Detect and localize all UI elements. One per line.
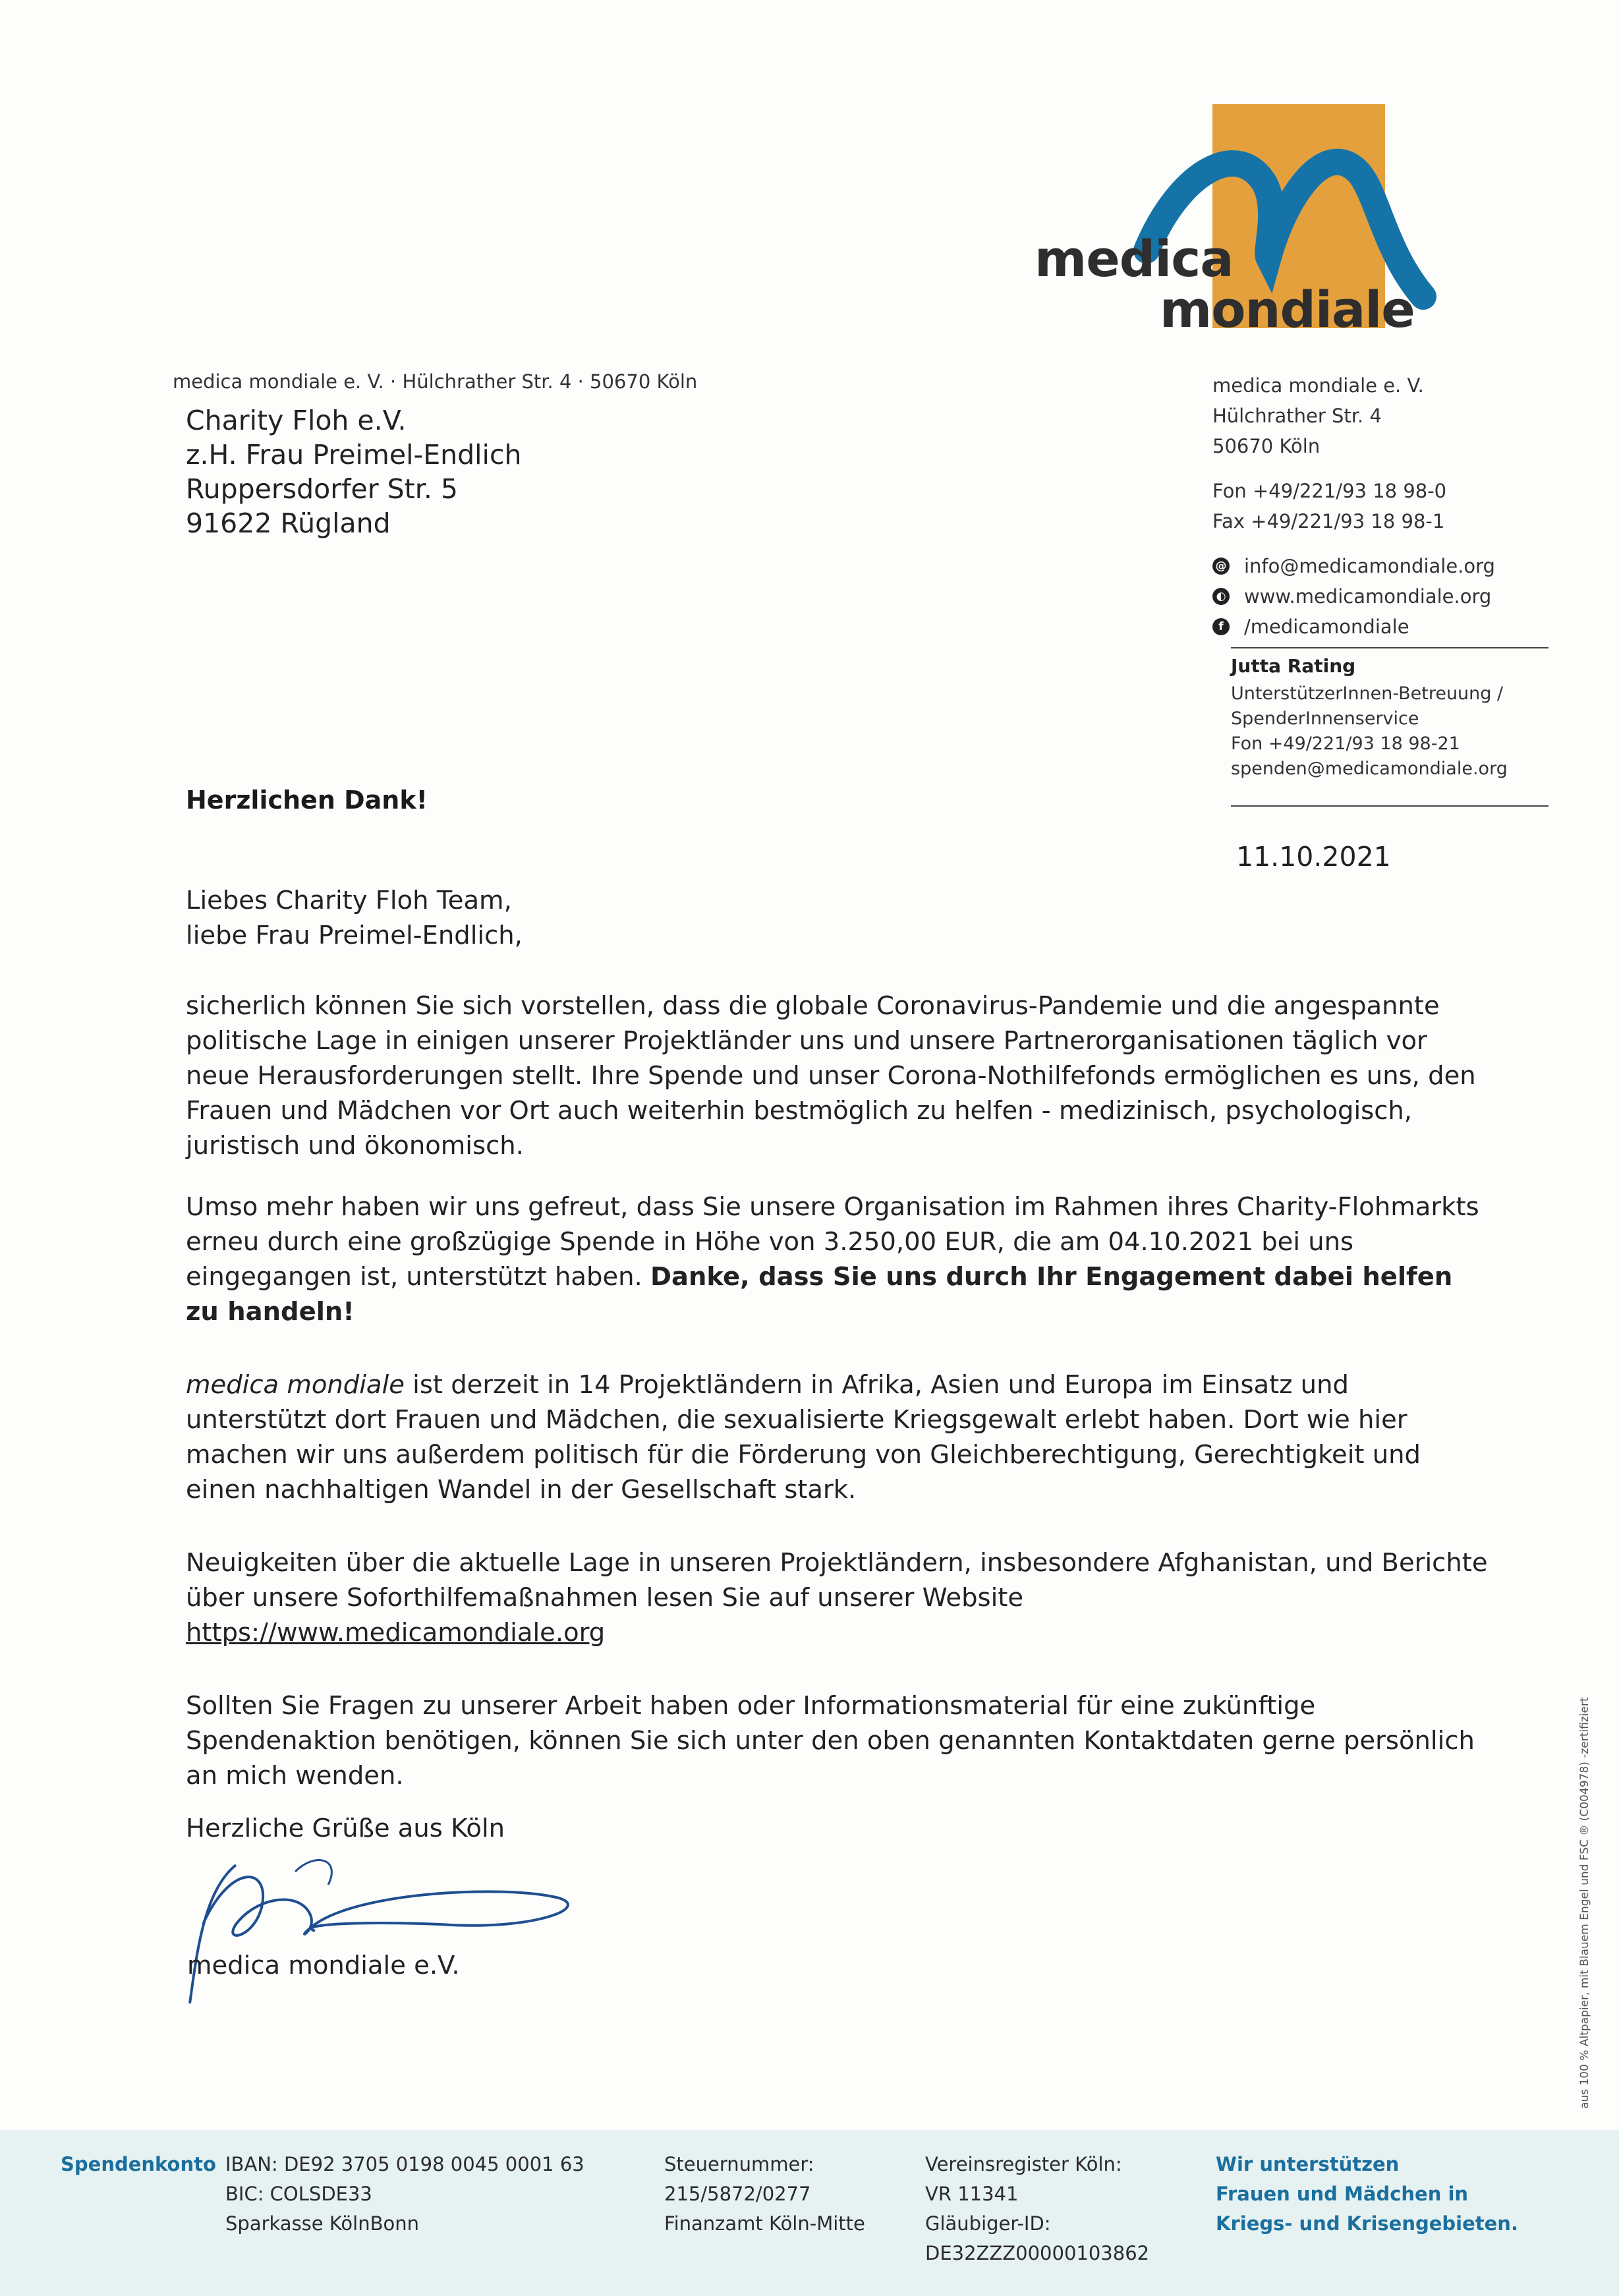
- footer-account-label: Spendenkonto: [61, 2153, 216, 2175]
- logo-word-medica: medica: [1035, 229, 1234, 288]
- paragraph-1: sicherlich können Sie sich vorstellen, dass die globale Coronavirus-Pandemie und die angespannte politische Lage in einigen unserer Projektländer uns und unsere Partnerorganisationen täglich vor neue Herausforderungen stellt. Ihre Spende und unser Corona-Nothilfefonds ermöglichen es uns, den Frauen und Mädchen vor Ort auch weiterhin bestmöglich zu helfen - medizinisch, psychologisch, juristisch und ökonomisch.: [186, 991, 1476, 1161]
- contact-person-role: UnterstützerInnen-Betreuung /: [1231, 683, 1504, 704]
- contact-street: Hülchrather Str. 4: [1212, 405, 1382, 427]
- paragraph-4-text: Neuigkeiten über die aktuelle Lage in unseren Projektländern, insbesondere Afghanistan, und Berichte über unsere Soforthilfemaßnahmen lesen Sie auf unserer Website: [186, 1548, 1488, 1613]
- contact-email[interactable]: info@medicamondiale.org: [1244, 555, 1495, 577]
- contact-web-row: [1212, 581, 1555, 612]
- divider-top: [1231, 647, 1548, 648]
- footer-band: [0, 2130, 1619, 2296]
- salutation: [186, 883, 1491, 953]
- salutation-line: liebe Frau Preimel-Endlich,: [186, 921, 523, 950]
- facebook-icon: f: [1212, 618, 1230, 635]
- footer-register-col: [925, 2150, 1149, 2268]
- recipient-line: 91622 Rügland: [186, 507, 391, 539]
- contact-web[interactable]: www.medicamondiale.org: [1244, 585, 1492, 608]
- website-link[interactable]: https://www.medicamondiale.org: [186, 1618, 606, 1648]
- contact-person-role: SpenderInnenservice: [1231, 708, 1419, 729]
- footer-register-label: Vereinsregister Köln:: [925, 2153, 1122, 2175]
- medica-mondiale-logo: [1035, 99, 1463, 339]
- footer-slogan-line: Kriegs- und Krisengebieten.: [1216, 2212, 1518, 2235]
- letter-date: 11.10.2021: [1236, 841, 1391, 873]
- paragraph-2: [186, 1190, 1491, 1329]
- contact-person-block: [1231, 654, 1560, 782]
- footer-slogan-line: Wir unterstützen: [1216, 2153, 1400, 2175]
- recipient-line: z.H. Frau Preimel-Endlich: [186, 439, 522, 471]
- salutation-line: Liebes Charity Floh Team,: [186, 886, 512, 915]
- contact-facebook-row: [1212, 612, 1555, 642]
- footer-creditor-label: Gläubiger-ID:: [925, 2212, 1051, 2235]
- footer-tax-label: Steuernummer:: [664, 2153, 814, 2175]
- recipient-line: Ruppersdorfer Str. 5: [186, 473, 458, 505]
- letter-subject: Herzlichen Dank!: [186, 786, 428, 815]
- paragraph-3: [186, 1367, 1491, 1507]
- globe-icon: ◐: [1212, 588, 1230, 605]
- footer-iban: IBAN: DE92 3705 0198 0045 0001 63: [225, 2153, 584, 2175]
- contact-fax: Fax +49/221/93 18 98-1: [1212, 510, 1445, 532]
- paragraph-4: [186, 1545, 1491, 1650]
- contact-email-row: [1212, 551, 1555, 581]
- paragraph-3-text: ist derzeit in 14 Projektländern in Afrika, Asien und Europa im Einsatz und unterstützt dort Frauen und Mädchen, die sexualisierte Kriegsgewalt erlebt haben. Dort wie hier machen wir uns außerdem politisch für die Förderung von Gleichberechtigung, Gerechtigkeit und einen nachhaltigen Wandel in der Gesellschaft stark.: [186, 1370, 1421, 1505]
- paragraph-3-italic: medica mondiale: [186, 1370, 405, 1400]
- signature-org: medica mondiale e.V.: [187, 1951, 460, 1980]
- footer-bank-col: [225, 2150, 584, 2239]
- recipient-address: [186, 403, 521, 540]
- footer-slogan-col: [1216, 2150, 1518, 2239]
- paragraph-2-text: Umso mehr haben wir uns gefreut, dass Sie unsere Organisation im Rahmen ihres Charity-Flohmarkts erneu durch eine großzügige Spende in Höhe von 3.250,00 EUR, die am 04.10.2021 bei uns eingegangen ist, unterstützt haben.: [186, 1192, 1479, 1292]
- closing-greeting: Herzliche Grüße aus Köln: [186, 1814, 505, 1843]
- sender-return-address: medica mondiale e. V. · Hülchrather Str. 4 · 50670 Köln: [173, 370, 698, 393]
- footer-tax-number: 215/5872/0277: [664, 2183, 811, 2205]
- contact-city: 50670 Köln: [1212, 435, 1321, 457]
- footer-tax-office: Finanzamt Köln-Mitte: [664, 2212, 865, 2235]
- email-icon: @: [1212, 558, 1230, 575]
- contact-phone: Fon +49/221/93 18 98-0: [1212, 480, 1447, 502]
- footer-creditor-id: DE32ZZZ00000103862: [925, 2242, 1150, 2264]
- contact-facebook[interactable]: /medicamondiale: [1244, 616, 1409, 638]
- contact-org: medica mondiale e. V.: [1212, 374, 1424, 397]
- footer-tax-col: [664, 2150, 865, 2239]
- logo-word-mondiale: mondiale: [1160, 280, 1415, 339]
- contact-person-name: Jutta Rating: [1231, 655, 1356, 677]
- divider-bottom: [1231, 805, 1548, 807]
- paragraph-2-bold: Danke, dass Sie uns durch Ihr Engagement dabei helfen zu handeln!: [186, 1262, 1453, 1327]
- contact-block: [1212, 370, 1555, 642]
- footer-account-label-col: [61, 2150, 216, 2179]
- footer-register-number: VR 11341: [925, 2183, 1019, 2205]
- contact-person-phone: Fon +49/221/93 18 98-21: [1231, 733, 1460, 754]
- letter-body: [186, 883, 1491, 1820]
- paragraph-5: Sollten Sie Fragen zu unserer Arbeit haben oder Informationsmaterial für eine zukünftige Spendenaktion benötigen, können Sie sich unter den oben genannten Kontaktdaten gerne persönlich an mich wenden.: [186, 1691, 1475, 1791]
- recipient-line: Charity Floh e.V.: [186, 405, 407, 436]
- contact-person-email[interactable]: spenden@medicamondiale.org: [1231, 759, 1508, 779]
- footer-bic: BIC: COLSDE33: [225, 2183, 372, 2205]
- footer-slogan-line: Frauen und Mädchen in: [1216, 2183, 1469, 2205]
- footer-bank: Sparkasse KölnBonn: [225, 2212, 419, 2235]
- paper-certification-note: aus 100 % Altpapier, mit Blauem Engel und FSC ® (C004978) -zertifiziert: [1578, 1697, 1591, 2109]
- handwritten-signature: [163, 1825, 585, 2023]
